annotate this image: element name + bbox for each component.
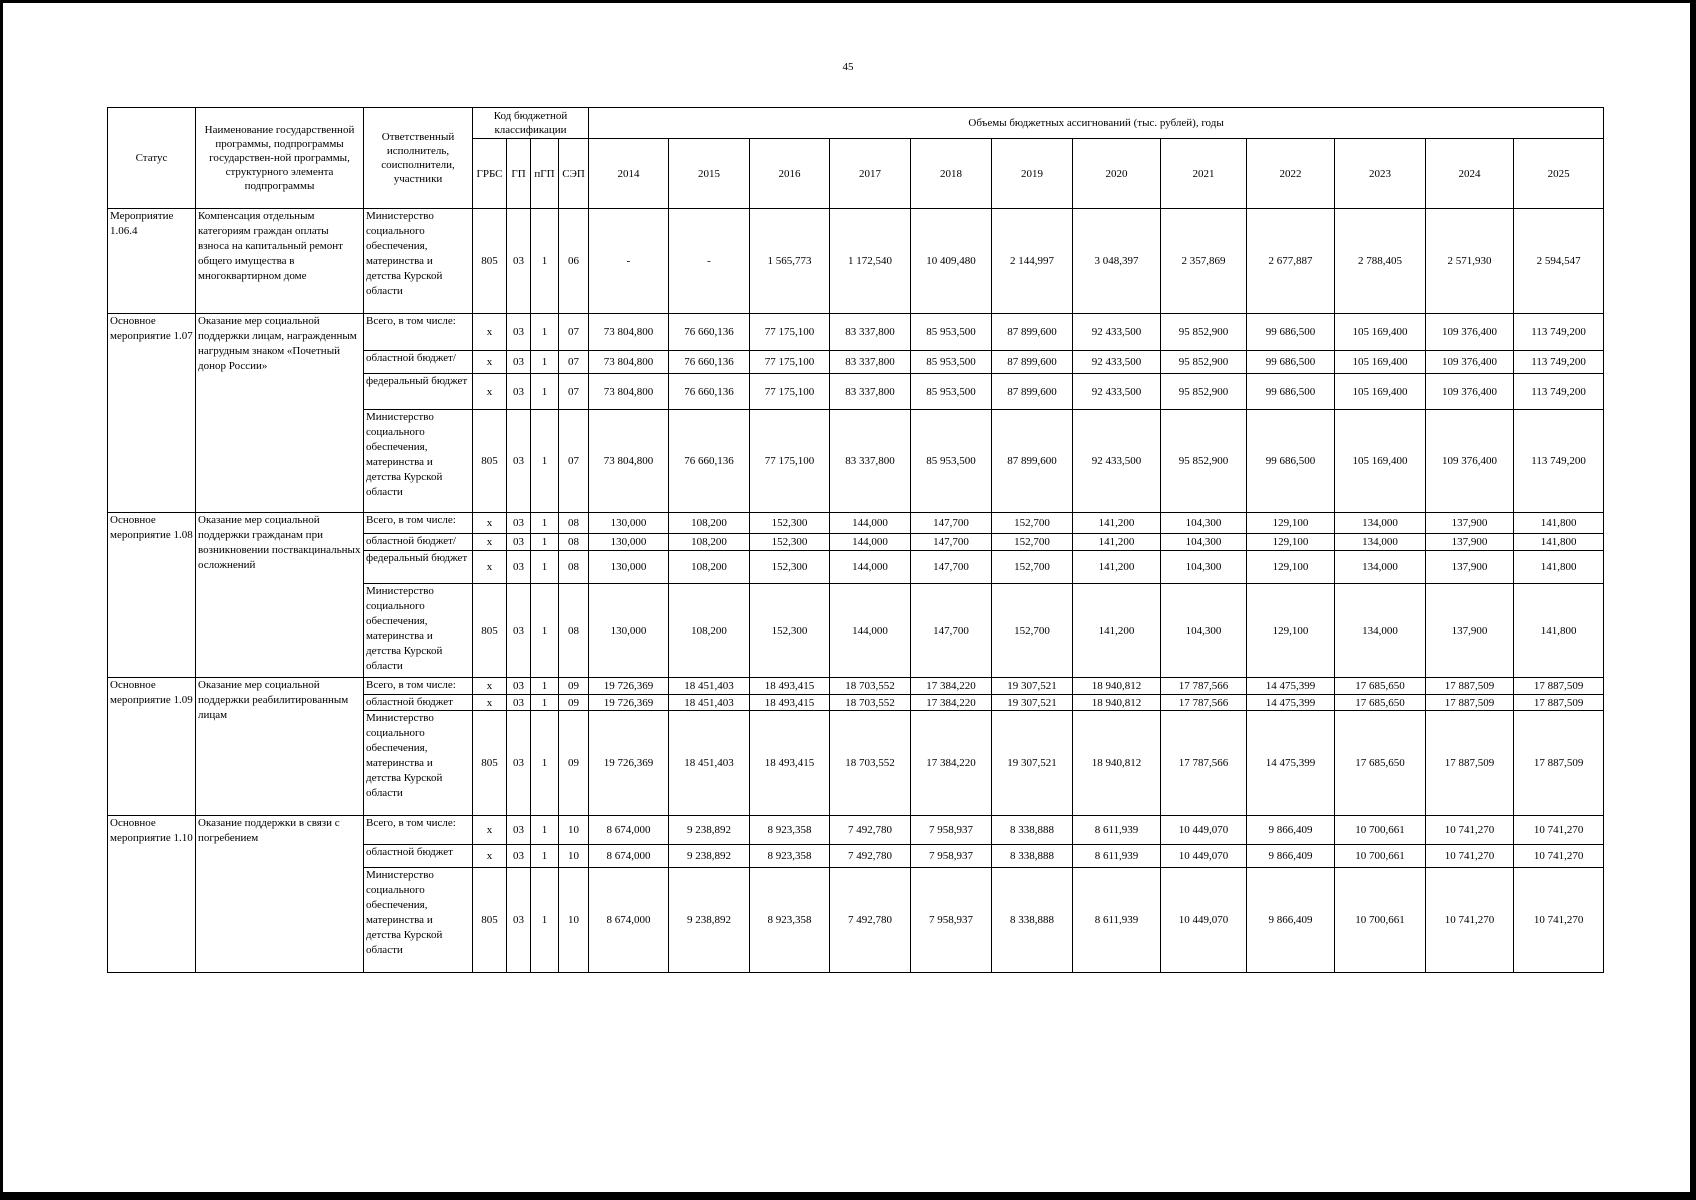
budget-value-2015: 18 451,403 [669, 677, 750, 694]
budget-value-2022: 2 677,887 [1247, 209, 1335, 314]
budget-value-2022: 129,100 [1247, 550, 1335, 583]
row-program-name: Оказание поддержки в связи с погребением [196, 815, 364, 972]
budget-value-2014: 73 804,800 [589, 409, 669, 512]
code-pgp: 1 [531, 533, 559, 550]
code-sep: 10 [559, 815, 589, 844]
budget-value-2015: 9 238,892 [669, 845, 750, 868]
code-pgp: 1 [531, 694, 559, 710]
budget-value-2014: 19 726,369 [589, 694, 669, 710]
budget-value-2016: 77 175,100 [750, 409, 830, 512]
row-program-name: Оказание мер социальной поддержки гражданам при возникновении поствакцинальных осложнений [196, 513, 364, 677]
budget-value-2018: 10 409,480 [911, 209, 992, 314]
budget-value-2021: 17 787,566 [1161, 711, 1247, 816]
code-pgp: 1 [531, 313, 559, 351]
budget-value-2023: 134,000 [1335, 550, 1426, 583]
code-pgp: 1 [531, 409, 559, 512]
budget-value-2021: 104,300 [1161, 584, 1247, 677]
budget-table [107, 107, 1604, 973]
header-code-grbs: ГРБС [473, 139, 507, 209]
budget-value-2019: 87 899,600 [992, 409, 1073, 512]
budget-value-2020: 18 940,812 [1073, 711, 1161, 816]
budget-value-2025: 2 594,547 [1514, 209, 1604, 314]
budget-value-2015: 76 660,136 [669, 313, 750, 351]
budget-value-2014: 8 674,000 [589, 815, 669, 844]
budget-value-2015: 108,200 [669, 533, 750, 550]
budget-value-2017: 83 337,800 [830, 374, 911, 410]
code-grbs: 805 [473, 209, 507, 314]
budget-value-2015: 108,200 [669, 550, 750, 583]
scan-border-bottom [0, 1192, 1696, 1200]
header-year: 2017 [830, 139, 911, 209]
header-name: Наименование государственной программы, подпрограммы государствен-ной программы, структурного элемента подпрограммы [196, 108, 364, 209]
budget-value-2020: 92 433,500 [1073, 374, 1161, 410]
budget-value-2020: 8 611,939 [1073, 868, 1161, 973]
code-sep: 07 [559, 409, 589, 512]
budget-value-2017: 144,000 [830, 550, 911, 583]
budget-value-2024: 137,900 [1426, 584, 1514, 677]
budget-value-2018: 7 958,937 [911, 868, 992, 973]
row-responsible: Министерство социального обеспечения, материнства и детства Курской области [364, 409, 473, 512]
row-responsible: областной бюджет [364, 845, 473, 868]
budget-value-2022: 129,100 [1247, 584, 1335, 677]
header-responsible: Ответственный исполнитель, соисполнители, участники [364, 108, 473, 209]
code-gp: 03 [507, 409, 531, 512]
header-volumes-group: Объемы бюджетных ассигнований (тыс. рублей), годы [589, 108, 1604, 139]
budget-value-2021: 17 787,566 [1161, 677, 1247, 694]
header-year: 2019 [992, 139, 1073, 209]
budget-value-2020: 18 940,812 [1073, 677, 1161, 694]
budget-value-2016: 152,300 [750, 513, 830, 533]
code-pgp: 1 [531, 351, 559, 374]
code-grbs: x [473, 351, 507, 374]
header-code-gp: ГП [507, 139, 531, 209]
budget-value-2024: 137,900 [1426, 513, 1514, 533]
budget-value-2016: 77 175,100 [750, 351, 830, 374]
budget-value-2014: 130,000 [589, 550, 669, 583]
budget-value-2022: 9 866,409 [1247, 868, 1335, 973]
budget-value-2022: 129,100 [1247, 533, 1335, 550]
code-gp: 03 [507, 550, 531, 583]
budget-value-2022: 129,100 [1247, 513, 1335, 533]
budget-value-2016: 18 493,415 [750, 694, 830, 710]
budget-value-2016: 8 923,358 [750, 845, 830, 868]
budget-value-2025: 141,800 [1514, 584, 1604, 677]
budget-value-2018: 147,700 [911, 513, 992, 533]
budget-value-2017: 83 337,800 [830, 351, 911, 374]
budget-value-2014: 73 804,800 [589, 313, 669, 351]
header-year: 2025 [1514, 139, 1604, 209]
budget-value-2014: 19 726,369 [589, 711, 669, 816]
code-gp: 03 [507, 313, 531, 351]
budget-value-2014: 8 674,000 [589, 868, 669, 973]
budget-value-2021: 104,300 [1161, 533, 1247, 550]
budget-value-2014: 130,000 [589, 513, 669, 533]
budget-value-2019: 8 338,888 [992, 845, 1073, 868]
budget-value-2016: 18 493,415 [750, 711, 830, 816]
code-pgp: 1 [531, 209, 559, 314]
budget-value-2025: 17 887,509 [1514, 711, 1604, 816]
code-pgp: 1 [531, 845, 559, 868]
row-responsible: Министерство социального обеспечения, материнства и детства Курской области [364, 868, 473, 973]
code-pgp: 1 [531, 677, 559, 694]
code-grbs: x [473, 374, 507, 410]
row-program-name: Оказание мер социальной поддержки лицам, награжденным нагрудным знаком «Почетный донор России» [196, 313, 364, 513]
budget-value-2017: 144,000 [830, 513, 911, 533]
row-responsible: Всего, в том числе: [364, 313, 473, 351]
budget-value-2020: 18 940,812 [1073, 694, 1161, 710]
code-gp: 03 [507, 845, 531, 868]
budget-value-2022: 9 866,409 [1247, 815, 1335, 844]
budget-value-2014: 130,000 [589, 533, 669, 550]
code-grbs: 805 [473, 409, 507, 512]
budget-value-2025: 141,800 [1514, 533, 1604, 550]
budget-value-2018: 147,700 [911, 584, 992, 677]
budget-value-2024: 109 376,400 [1426, 374, 1514, 410]
budget-value-2024: 10 741,270 [1426, 815, 1514, 844]
table-row [108, 677, 1604, 694]
header-status: Статус [108, 108, 196, 209]
budget-value-2024: 109 376,400 [1426, 351, 1514, 374]
budget-value-2017: 83 337,800 [830, 409, 911, 512]
budget-value-2020: 92 433,500 [1073, 313, 1161, 351]
budget-value-2022: 14 475,399 [1247, 694, 1335, 710]
budget-value-2024: 10 741,270 [1426, 845, 1514, 868]
budget-value-2023: 105 169,400 [1335, 409, 1426, 512]
budget-value-2015: 18 451,403 [669, 694, 750, 710]
budget-value-2019: 19 307,521 [992, 711, 1073, 816]
budget-value-2020: 92 433,500 [1073, 351, 1161, 374]
budget-value-2018: 85 953,500 [911, 409, 992, 512]
code-pgp: 1 [531, 711, 559, 816]
code-sep: 07 [559, 351, 589, 374]
row-responsible: Всего, в том числе: [364, 513, 473, 533]
header-year: 2020 [1073, 139, 1161, 209]
budget-value-2016: 18 493,415 [750, 677, 830, 694]
budget-value-2020: 141,200 [1073, 550, 1161, 583]
budget-value-2024: 17 887,509 [1426, 677, 1514, 694]
budget-value-2017: 7 492,780 [830, 845, 911, 868]
code-grbs: x [473, 815, 507, 844]
budget-value-2025: 17 887,509 [1514, 694, 1604, 710]
row-responsible: Министерство социального обеспечения, материнства и детства Курской области [364, 209, 473, 314]
code-gp: 03 [507, 694, 531, 710]
budget-value-2025: 17 887,509 [1514, 677, 1604, 694]
budget-value-2021: 95 852,900 [1161, 374, 1247, 410]
budget-value-2017: 18 703,552 [830, 694, 911, 710]
scan-border-right [1690, 0, 1696, 1200]
header-year: 2021 [1161, 139, 1247, 209]
code-sep: 08 [559, 584, 589, 677]
budget-value-2025: 10 741,270 [1514, 815, 1604, 844]
header-code-pgp: пГП [531, 139, 559, 209]
header-year: 2023 [1335, 139, 1426, 209]
row-program-name: Компенсация отдельным категориям граждан оплаты взноса на капитальный ремонт общего имущества в многоквартирном доме [196, 209, 364, 314]
budget-value-2024: 137,900 [1426, 550, 1514, 583]
budget-value-2018: 17 384,220 [911, 711, 992, 816]
budget-value-2019: 152,700 [992, 550, 1073, 583]
header-year: 2015 [669, 139, 750, 209]
table-row [108, 815, 1604, 844]
code-sep: 09 [559, 711, 589, 816]
row-status: Основное мероприятие 1.10 [108, 815, 196, 972]
code-gp: 03 [507, 351, 531, 374]
row-responsible: Всего, в том числе: [364, 677, 473, 694]
budget-value-2025: 10 741,270 [1514, 845, 1604, 868]
table-row [108, 313, 1604, 351]
budget-value-2015: 108,200 [669, 513, 750, 533]
budget-value-2021: 10 449,070 [1161, 815, 1247, 844]
header-year: 2018 [911, 139, 992, 209]
budget-value-2024: 17 887,509 [1426, 711, 1514, 816]
budget-value-2018: 85 953,500 [911, 374, 992, 410]
budget-value-2016: 8 923,358 [750, 868, 830, 973]
code-grbs: x [473, 694, 507, 710]
code-pgp: 1 [531, 550, 559, 583]
header-year: 2014 [589, 139, 669, 209]
budget-value-2025: 10 741,270 [1514, 868, 1604, 973]
budget-value-2017: 7 492,780 [830, 815, 911, 844]
code-grbs: 805 [473, 868, 507, 973]
budget-value-2023: 105 169,400 [1335, 374, 1426, 410]
header-year: 2024 [1426, 139, 1514, 209]
budget-value-2018: 147,700 [911, 533, 992, 550]
code-pgp: 1 [531, 513, 559, 533]
budget-value-2023: 10 700,661 [1335, 845, 1426, 868]
budget-value-2021: 10 449,070 [1161, 868, 1247, 973]
budget-value-2019: 152,700 [992, 513, 1073, 533]
budget-value-2021: 104,300 [1161, 513, 1247, 533]
budget-value-2017: 83 337,800 [830, 313, 911, 351]
code-grbs: x [473, 677, 507, 694]
row-responsible: федеральный бюджет [364, 374, 473, 410]
code-gp: 03 [507, 584, 531, 677]
budget-value-2015: 76 660,136 [669, 374, 750, 410]
budget-value-2024: 109 376,400 [1426, 409, 1514, 512]
budget-value-2019: 19 307,521 [992, 694, 1073, 710]
budget-value-2017: 144,000 [830, 584, 911, 677]
code-sep: 08 [559, 550, 589, 583]
budget-value-2020: 92 433,500 [1073, 409, 1161, 512]
budget-value-2019: 87 899,600 [992, 351, 1073, 374]
budget-value-2015: 18 451,403 [669, 711, 750, 816]
scan-border-left [0, 0, 3, 1200]
budget-value-2017: 7 492,780 [830, 868, 911, 973]
budget-value-2019: 152,700 [992, 533, 1073, 550]
budget-value-2023: 134,000 [1335, 533, 1426, 550]
budget-value-2020: 8 611,939 [1073, 815, 1161, 844]
code-pgp: 1 [531, 815, 559, 844]
budget-value-2024: 137,900 [1426, 533, 1514, 550]
budget-value-2016: 152,300 [750, 584, 830, 677]
code-gp: 03 [507, 374, 531, 410]
budget-value-2015: - [669, 209, 750, 314]
budget-value-2018: 7 958,937 [911, 815, 992, 844]
budget-value-2025: 113 749,200 [1514, 374, 1604, 410]
scan-border-top [0, 0, 1696, 3]
row-responsible: областной бюджет/ [364, 351, 473, 374]
budget-value-2022: 99 686,500 [1247, 409, 1335, 512]
code-sep: 06 [559, 209, 589, 314]
budget-value-2018: 147,700 [911, 550, 992, 583]
budget-value-2022: 14 475,399 [1247, 711, 1335, 816]
budget-value-2019: 87 899,600 [992, 313, 1073, 351]
row-responsible: Министерство социального обеспечения, материнства и детства Курской области [364, 711, 473, 816]
header-year: 2022 [1247, 139, 1335, 209]
code-sep: 07 [559, 374, 589, 410]
budget-value-2020: 8 611,939 [1073, 845, 1161, 868]
budget-value-2017: 18 703,552 [830, 677, 911, 694]
budget-value-2019: 152,700 [992, 584, 1073, 677]
code-grbs: 805 [473, 711, 507, 816]
code-grbs: x [473, 513, 507, 533]
budget-value-2018: 7 958,937 [911, 845, 992, 868]
budget-value-2023: 17 685,650 [1335, 677, 1426, 694]
budget-value-2019: 8 338,888 [992, 868, 1073, 973]
budget-value-2020: 141,200 [1073, 533, 1161, 550]
code-pgp: 1 [531, 584, 559, 677]
budget-value-2022: 9 866,409 [1247, 845, 1335, 868]
budget-value-2016: 1 565,773 [750, 209, 830, 314]
budget-value-2016: 77 175,100 [750, 374, 830, 410]
budget-value-2018: 85 953,500 [911, 351, 992, 374]
code-gp: 03 [507, 711, 531, 816]
budget-value-2022: 99 686,500 [1247, 313, 1335, 351]
budget-value-2014: 19 726,369 [589, 677, 669, 694]
row-status: Основное мероприятие 1.09 [108, 677, 196, 815]
budget-value-2014: 73 804,800 [589, 374, 669, 410]
table-header [108, 108, 1604, 209]
budget-value-2018: 17 384,220 [911, 677, 992, 694]
header-code-sep: СЭП [559, 139, 589, 209]
budget-value-2021: 10 449,070 [1161, 845, 1247, 868]
budget-value-2024: 2 571,930 [1426, 209, 1514, 314]
budget-value-2022: 99 686,500 [1247, 351, 1335, 374]
budget-value-2025: 113 749,200 [1514, 409, 1604, 512]
budget-value-2021: 104,300 [1161, 550, 1247, 583]
budget-value-2016: 152,300 [750, 550, 830, 583]
budget-value-2015: 9 238,892 [669, 868, 750, 973]
code-sep: 10 [559, 845, 589, 868]
budget-value-2024: 17 887,509 [1426, 694, 1514, 710]
budget-value-2016: 8 923,358 [750, 815, 830, 844]
budget-value-2021: 95 852,900 [1161, 409, 1247, 512]
code-gp: 03 [507, 677, 531, 694]
budget-value-2017: 18 703,552 [830, 711, 911, 816]
budget-value-2023: 134,000 [1335, 584, 1426, 677]
budget-value-2021: 95 852,900 [1161, 313, 1247, 351]
budget-value-2025: 113 749,200 [1514, 313, 1604, 351]
budget-value-2023: 134,000 [1335, 513, 1426, 533]
header-year: 2016 [750, 139, 830, 209]
budget-value-2020: 141,200 [1073, 513, 1161, 533]
row-status: Мероприятие 1.06.4 [108, 209, 196, 314]
budget-value-2015: 76 660,136 [669, 409, 750, 512]
budget-value-2018: 17 384,220 [911, 694, 992, 710]
budget-value-2023: 17 685,650 [1335, 694, 1426, 710]
row-responsible: Министерство социального обеспечения, материнства и детства Курской области [364, 584, 473, 677]
budget-value-2020: 141,200 [1073, 584, 1161, 677]
budget-value-2025: 113 749,200 [1514, 351, 1604, 374]
budget-value-2025: 141,800 [1514, 513, 1604, 533]
budget-value-2023: 10 700,661 [1335, 868, 1426, 973]
budget-value-2016: 152,300 [750, 533, 830, 550]
budget-value-2014: 8 674,000 [589, 845, 669, 868]
budget-value-2023: 2 788,405 [1335, 209, 1426, 314]
row-responsible: Всего, в том числе: [364, 815, 473, 844]
code-grbs: 805 [473, 584, 507, 677]
budget-value-2017: 144,000 [830, 533, 911, 550]
budget-value-2019: 87 899,600 [992, 374, 1073, 410]
budget-value-2015: 76 660,136 [669, 351, 750, 374]
table-row [108, 209, 1604, 314]
code-grbs: x [473, 550, 507, 583]
code-gp: 03 [507, 533, 531, 550]
budget-value-2019: 19 307,521 [992, 677, 1073, 694]
code-pgp: 1 [531, 868, 559, 973]
row-responsible: областной бюджет/ [364, 533, 473, 550]
code-grbs: x [473, 533, 507, 550]
code-sep: 09 [559, 677, 589, 694]
budget-value-2014: 130,000 [589, 584, 669, 677]
budget-value-2014: 73 804,800 [589, 351, 669, 374]
code-grbs: x [473, 313, 507, 351]
code-gp: 03 [507, 815, 531, 844]
budget-value-2014: - [589, 209, 669, 314]
code-sep: 09 [559, 694, 589, 710]
budget-value-2023: 10 700,661 [1335, 815, 1426, 844]
budget-value-2015: 9 238,892 [669, 815, 750, 844]
header-code-group: Код бюджетной классификации [473, 108, 589, 139]
budget-value-2024: 109 376,400 [1426, 313, 1514, 351]
table-row [108, 513, 1604, 533]
budget-value-2019: 2 144,997 [992, 209, 1073, 314]
code-sep: 08 [559, 513, 589, 533]
budget-value-2016: 77 175,100 [750, 313, 830, 351]
budget-value-2023: 17 685,650 [1335, 711, 1426, 816]
row-responsible: федеральный бюджет [364, 550, 473, 583]
row-status: Основное мероприятие 1.08 [108, 513, 196, 677]
budget-value-2020: 3 048,397 [1073, 209, 1161, 314]
budget-value-2021: 95 852,900 [1161, 351, 1247, 374]
code-pgp: 1 [531, 374, 559, 410]
code-gp: 03 [507, 868, 531, 973]
budget-value-2021: 17 787,566 [1161, 694, 1247, 710]
row-status: Основное мероприятие 1.07 [108, 313, 196, 513]
budget-value-2023: 105 169,400 [1335, 313, 1426, 351]
budget-value-2024: 10 741,270 [1426, 868, 1514, 973]
budget-value-2022: 14 475,399 [1247, 677, 1335, 694]
code-grbs: x [473, 845, 507, 868]
budget-value-2022: 99 686,500 [1247, 374, 1335, 410]
budget-value-2023: 105 169,400 [1335, 351, 1426, 374]
code-gp: 03 [507, 209, 531, 314]
budget-value-2025: 141,800 [1514, 550, 1604, 583]
budget-value-2015: 108,200 [669, 584, 750, 677]
code-sep: 07 [559, 313, 589, 351]
page-number: 45 [842, 61, 854, 73]
budget-value-2019: 8 338,888 [992, 815, 1073, 844]
budget-value-2018: 85 953,500 [911, 313, 992, 351]
code-sep: 08 [559, 533, 589, 550]
budget-value-2017: 1 172,540 [830, 209, 911, 314]
code-gp: 03 [507, 513, 531, 533]
budget-value-2021: 2 357,869 [1161, 209, 1247, 314]
row-responsible: областной бюджет [364, 694, 473, 710]
row-program-name: Оказание мер социальной поддержки реабилитированным лицам [196, 677, 364, 815]
code-sep: 10 [559, 868, 589, 973]
table-body [108, 209, 1604, 973]
